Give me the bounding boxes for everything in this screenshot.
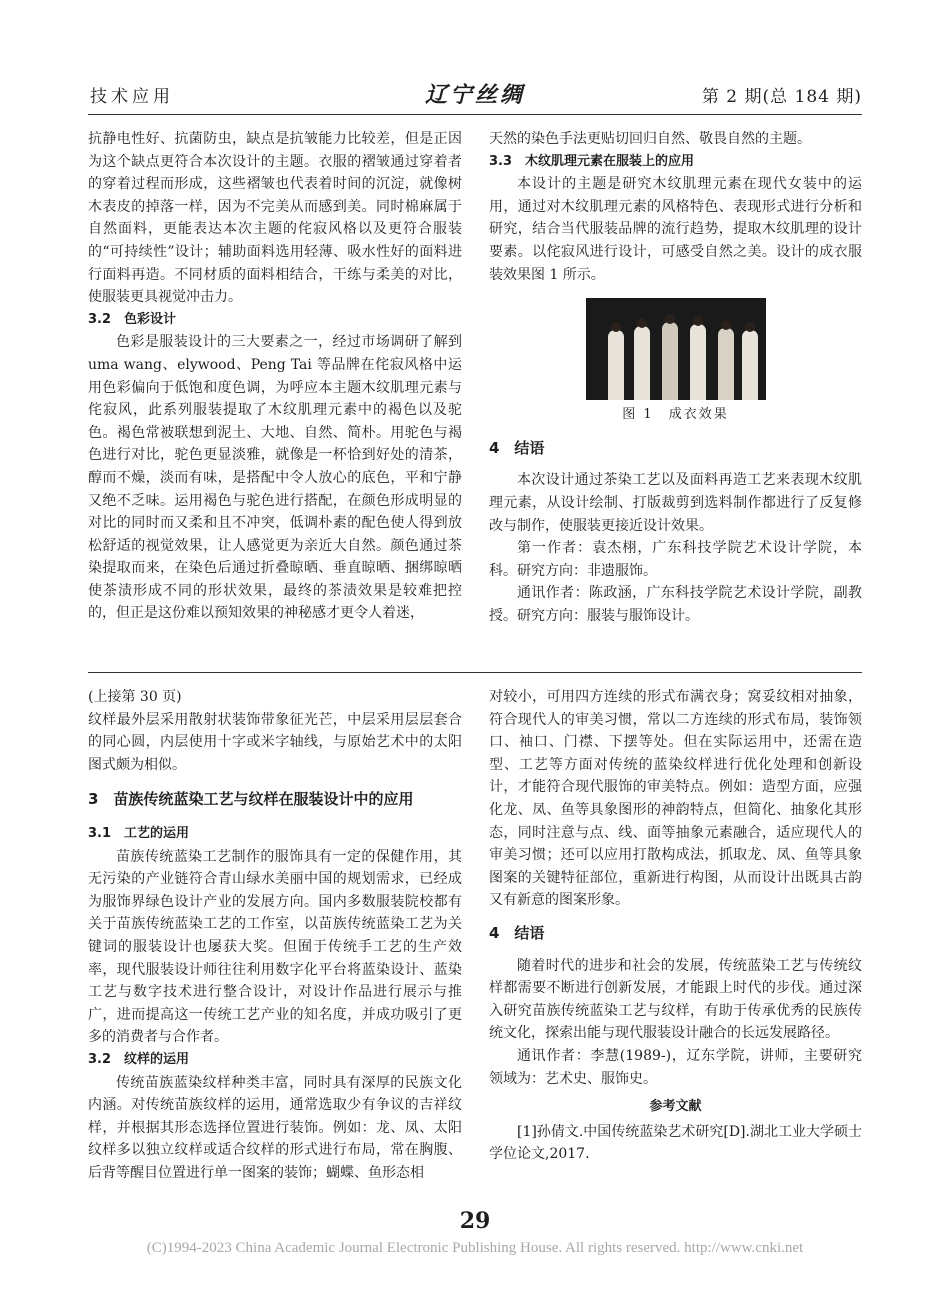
copyright-footer: (C)1994-2023 China Academic Journal Electronic Publishing House. All rights reserved. http://www.cnki.net [146, 1240, 804, 1256]
section-heading: 3.2 色彩设计 [88, 311, 177, 327]
paragraph: 传统苗族蓝染纹样种类丰富，同时具有深厚的民族文化内涵。对传统苗族纹样的运用，通常选取少有争议的吉祥纹样，并根据其形态选择位置进行装饰。例如：龙、凤、太阳纹样多以独立纹样或适合纹样的形式进行布局，常在胸腹、后背等醒目位置进行单一图案的装饰；蝴蝶、鱼形态相 [88, 1074, 462, 1181]
paragraph: 本设计的主题是研究木纹肌理元素在现代女装中的运用，通过对木纹肌理元素的风格特色、表现形式进行分析和研究，结合当代服装品牌的流行趋势，提取木纹肌理的设计要素。以侘寂风进行设计，可感受自然之美。设计的成衣服装效果图 1 所示。 [489, 176, 862, 283]
running-header [88, 78, 862, 112]
paragraph: 对较小，可用四方连续的形式布满衣身；窝妥纹相对抽象，符合现代人的审美习惯，常以二方连续的形式布局，装饰领口、袖口、门襟、下摆等处。但在实际运用中，还需在造型、工艺等方面对传统的蓝染纹样进行优化处理和创新设计，才能符合现代服饰的审美特点。例如：造型方面，应强化龙、凤、鱼等具象图形的神韵特点，但简化、抽象化其形态，同时注意与点、线、面等抽象元素融合，适应现代人的审美习惯；还可以应用打散构成法，抓取龙、凤、鱼等具象图案的关键特征部位，重新进行构图，从而设计出既具古韵又有新意的图案形象。 [489, 689, 862, 909]
continuation-note: (上接第 30 页) [88, 689, 182, 705]
top-right-column [489, 128, 862, 628]
figure-garment-photo [586, 298, 766, 400]
header-journal-title: 辽宁丝绸 [424, 82, 525, 108]
paragraph: 抗静电性好、抗菌防虫，缺点是抗皱能力比较差，但是正因为这个缺点更符合本次设计的主题。衣服的褶皱通过穿着者的穿着过程而形成，这些褶皱也代表着时间的沉淀，就像树木表皮的掉落一样，因为不完美从而感到美。同时棉麻属于自然面料，更能表达本次主题的侘寂风格以及更符合服装的“可持续性”设计；辅助面料选用轻薄、吸水性好的面料进行面料再造。不同材质的面料相结合，干练与柔美的对比，使服装更具视觉冲击力。 [88, 131, 462, 306]
page-number: 29 [459, 1208, 491, 1234]
article-divider [88, 672, 862, 673]
section-heading: 3.2 纹样的运用 [88, 1051, 190, 1067]
paragraph: 苗族传统蓝染工艺制作的服饰具有一定的保健作用，其无污染的产业链符合青山绿水美丽中国的规划需求，已经成为服饰界绿色设计产业的发展方向。国内多数服装院校都有关于苗族传统蓝染工艺的工作室，以苗族传统蓝染工艺为关键词的服装设计也屡获大奖。但囿于传统手工艺的生产效率，现代服装设计师往往利用数字化平台将蓝染设计、蓝染工艺与数字技术进行整合设计，对设计作品进行展示与推广，进而提高这一传统工艺产业的知名度，并成功吸引了更多的消费者与合作者。 [88, 848, 462, 1046]
author-note: 第一作者：袁杰栩，广东科技学院艺术设计学院，本科。研究方向：非遗服饰。 [489, 540, 862, 579]
bottom-right-column [489, 686, 862, 1166]
references-heading: 参考文献 [649, 1099, 702, 1115]
section-heading: 4 结语 [489, 438, 545, 457]
author-note: 通讯作者：李慧(1989-)，辽东学院，讲师，主要研究领域为：艺术史、服饰史。 [489, 1047, 862, 1087]
top-left-column [88, 128, 462, 625]
paragraph: 天然的染色手法更贴切回归自然、敬畏自然的主题。 [489, 131, 811, 147]
paragraph: 色彩是服装设计的三大要素之一，经过市场调研了解到 uma wang、elywood、Peng Tai 等品牌在侘寂风格中运用色彩偏向于低饱和度色调，为呼应本主题木纹肌理元素与侘寂风，此系列服装提取了木纹肌理元素中的褐色以及驼色。褐色常被联想到泥土、大地、自然、简朴。用驼色与褐色进行对比，驼色更显淡雅，就像是一杯恰到好处的清茶，醇而不燥，淡而有味，是搭配中令人放心的底色，平和宁静又绝不乏味。运用褐色与驼色进行搭配，在颜色形成明显的对比的同时而又柔和且不冲突，低调朴素的配色使人得到放松舒适的视觉效果，让人感觉更为亲近大自然。颜色通过茶染提取而来，在染色后通过折叠晾晒、垂直晾晒、捆绑晾晒使茶渍形成不同的形状效果，最终的茶渍效果是较难把控的，但正是这份难以预知效果的神秘感才更令人着迷， [88, 334, 462, 622]
section-heading: 3.1 工艺的运用 [88, 825, 190, 841]
paragraph: 纹样最外层采用散射状装饰带象征光芒，中层采用层层套合的同心圆，内层使用十字或米字轴线，与原始艺术中的太阳图式颇为相似。 [88, 711, 462, 773]
section-heading: 3 苗族传统蓝染工艺与纹样在服装设计中的应用 [88, 790, 414, 809]
header-issue: 第 2 期(总 184 期) [701, 87, 862, 107]
paragraph: 本次设计通过茶染工艺以及面料再造工艺来表现木纹肌理元素，从设计绘制、打版裁剪到选料制作都进行了反复修改与制作，使服装更接近设计效果。 [489, 472, 862, 534]
section-heading: 3.3 木纹肌理元素在服装上的应用 [489, 153, 695, 169]
header-rule [88, 114, 862, 115]
header-section: 技术应用 [90, 87, 174, 107]
bottom-left-column [88, 686, 462, 1184]
section-heading: 4 结语 [489, 923, 545, 942]
figure-caption: 图 1 成衣效果 [622, 407, 729, 423]
author-note: 通讯作者：陈政涵，广东科技学院艺术设计学院，副教授。研究方向：服装与服饰设计。 [489, 585, 862, 624]
reference-item: [1]孙倩文.中国传统蓝染艺术研究[D].湖北工业大学硕士学位论文,2017. [489, 1123, 862, 1163]
paragraph: 随着时代的进步和社会的发展，传统蓝染工艺与传统纹样都需要不断进行创新发展，才能跟上时代的步伐。通过深入研究苗族传统蓝染工艺与纹样，有助于传承优秀的民族传统文化，探索出能与现代服装设计融合的长远发展路径。 [489, 957, 862, 1042]
